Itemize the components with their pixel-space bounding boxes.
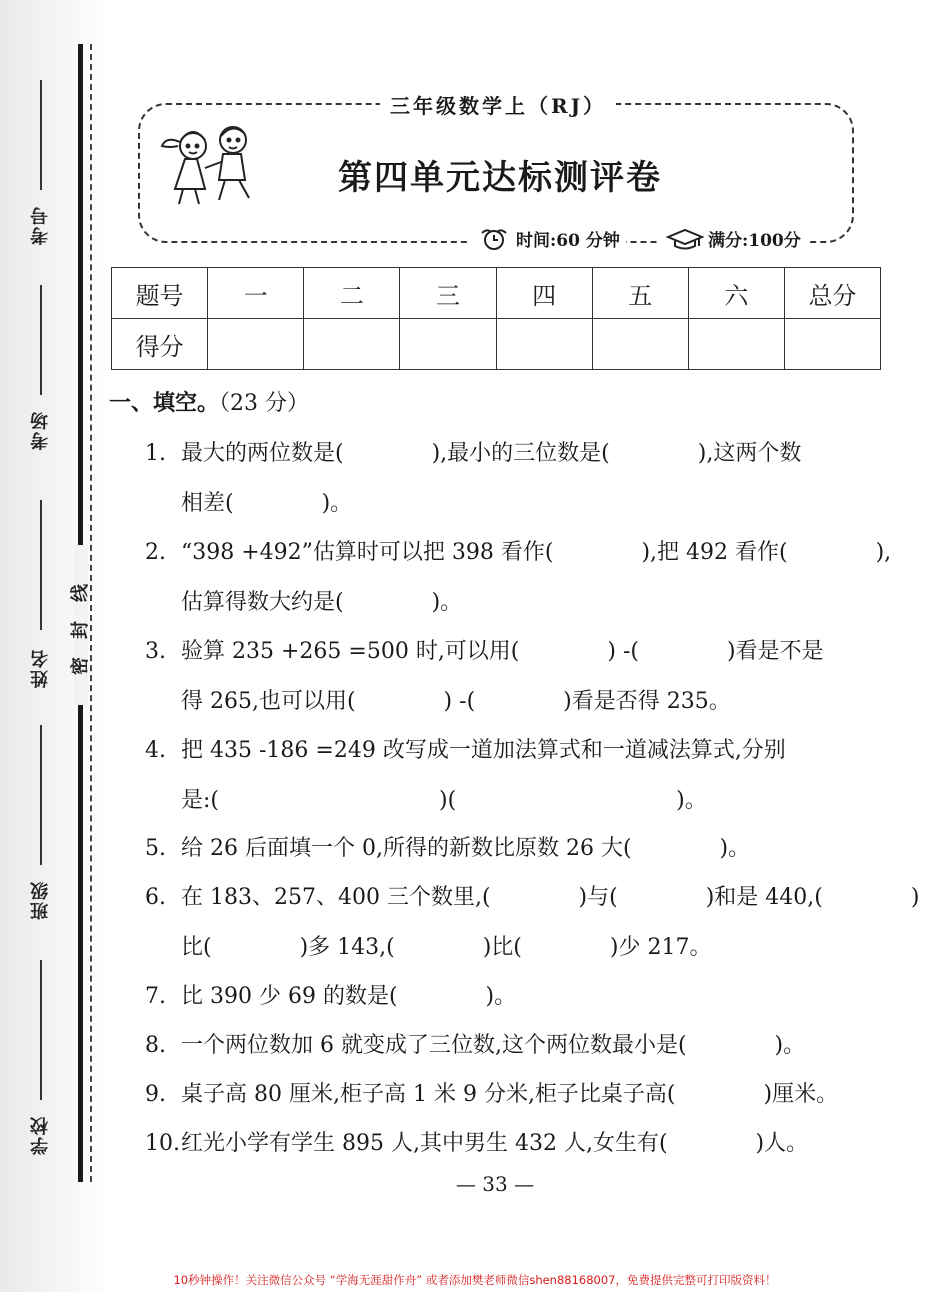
question-2-continuation: 估算得数大约是( )。 [181,590,463,615]
question-7 [145,979,516,1010]
score-table-score-row [112,319,881,370]
table-header-cell: 一 [208,268,304,319]
table-header-cell: 题号 [112,268,208,319]
question-1 [145,436,801,467]
question-1-continuation: 相差( )。 [181,491,353,516]
question-4 [145,733,786,764]
question-text: 验算 235 +265 =500 时,可以用( ) -( )看是不是 [181,639,824,664]
question-4-continuation: 是:( )( )。 [181,788,707,813]
seal-char-feng: 封 [70,621,91,639]
question-number: 10. [145,1131,180,1156]
question-text: “398 +492”估算时可以把 398 看作( ),把 492 看作( ), [181,540,892,565]
exam-room-label: 考场 [30,410,51,450]
seal-char-mi: 密 [70,657,91,675]
fill-line [40,285,42,395]
section-title-text: 一、填空。 [109,391,220,416]
time-info [470,226,626,251]
question-text: 给 26 后面填一个 0,所得的新数比原数 26 大( )。 [181,836,751,861]
alarm-clock-icon [476,227,512,251]
score-cell [304,319,400,370]
footer-promo-text: 10秒钟操作！关注微信公众号 “学海无涯甜作舟” 或者添加樊老师微信shen88168007，免费提供完整可打印版资料！ [173,1273,777,1287]
question-number: 6. [145,885,166,910]
fill-line [40,725,42,865]
full-score-info [660,226,807,251]
children-illustration-icon [155,118,270,208]
score-cell [784,319,880,370]
page-number: — 33 — [455,1172,535,1196]
question-3 [145,634,824,665]
table-header-cell: 五 [592,268,688,319]
question-5 [145,831,750,862]
table-header-cell: 六 [688,268,784,319]
table-header-cell: 三 [400,268,496,319]
table-header-cell: 总分 [784,268,880,319]
table-header-cell: 四 [496,268,592,319]
exam-number-label: 考号 [30,205,51,245]
question-number: 3. [145,639,166,664]
question-text: 红光小学有学生 895 人,其中男生 432 人,女生有( )人。 [181,1131,809,1156]
question-text: 比 390 少 69 的数是( )。 [181,984,517,1009]
grade-subject: 三年级数学上（RJ） [380,90,616,119]
score-table-header-row [112,268,881,319]
question-number: 9. [145,1082,166,1107]
seal-char-xian: 线 [70,584,91,602]
graduation-cap-icon [666,227,704,251]
score-cell [592,319,688,370]
question-text: 在 183、257、400 三个数里,( )与( )和是 440,( ) [181,885,920,910]
class-label: 班级 [30,880,51,920]
name-label: 姓名 [30,648,51,688]
score-cell [208,319,304,370]
question-9 [145,1077,838,1108]
full-score-text: 满分:100分 [708,231,801,251]
score-cell [400,319,496,370]
fill-line [40,960,42,1100]
section-heading [109,386,309,417]
time-text: 时间:60 分钟 [516,231,620,251]
question-8 [145,1028,805,1059]
question-number: 4. [145,738,166,763]
fill-line [40,80,42,190]
question-number: 8. [145,1033,166,1058]
score-cell [496,319,592,370]
score-table [111,267,881,370]
binding-dashed-line [90,44,92,1182]
question-10 [145,1126,808,1157]
question-6-continuation: 比( )多 143,( )比( )少 217。 [181,935,712,960]
question-text: 把 435 -186 =249 改写成一道加法算式和一道减法算式,分别 [181,738,786,763]
table-header-cell: 二 [304,268,400,319]
page-title: 第四单元达标测评卷 [338,158,662,198]
question-text: 一个两位数加 6 就变成了三位数,这个两位数最小是( )。 [181,1033,806,1058]
section-points: （23 分） [219,391,310,416]
question-6 [145,880,919,911]
fill-line [40,500,42,630]
score-row-label: 得分 [112,319,208,370]
question-text: 桌子高 80 厘米,柜子高 1 米 9 分米,柜子比桌子高( )厘米。 [181,1082,839,1107]
question-number: 2. [145,540,166,565]
score-cell [688,319,784,370]
page-margin-shade [0,0,110,1292]
question-text: 最大的两位数是( ),最小的三位数是( ),这两个数 [181,441,802,466]
school-label: 学校 [30,1115,51,1155]
question-3-continuation: 得 265,也可以用( ) -( )看是否得 235。 [181,689,731,714]
question-number: 1. [145,441,166,466]
question-number: 5. [145,836,166,861]
question-number: 7. [145,984,166,1009]
question-2 [145,535,891,566]
